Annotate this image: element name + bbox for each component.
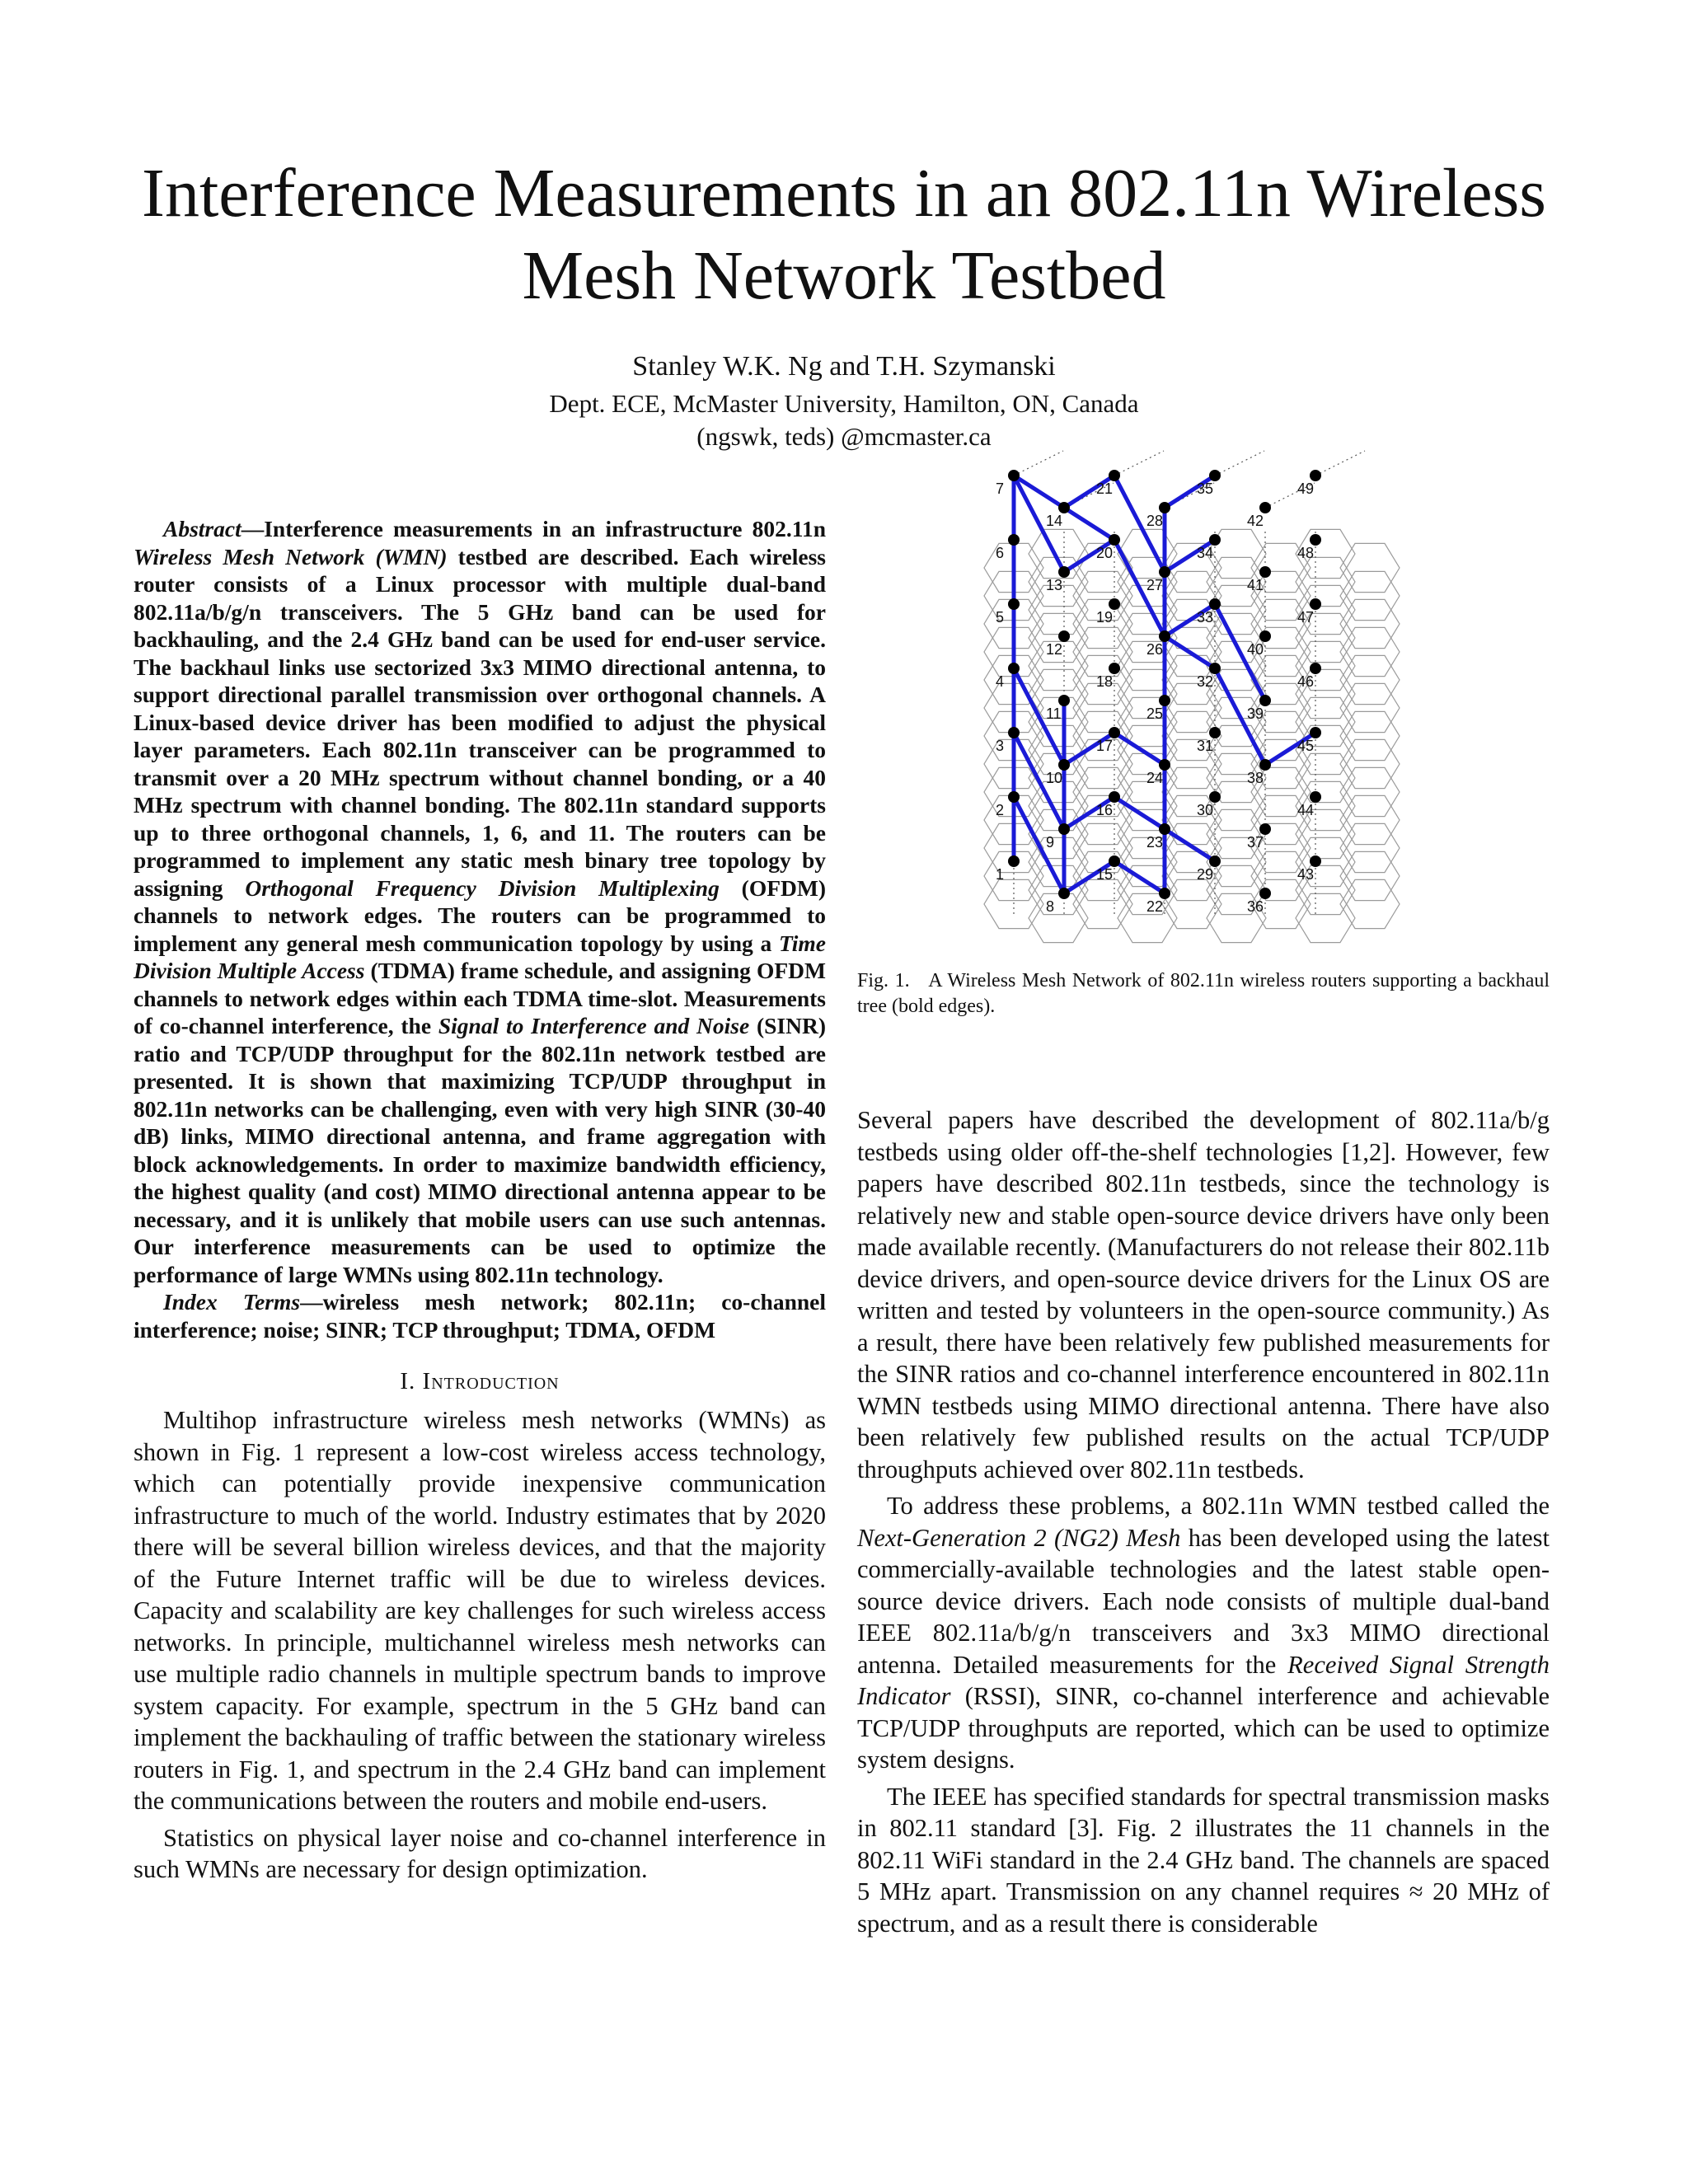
hex-cell bbox=[1340, 571, 1400, 620]
hex-cell bbox=[1340, 655, 1400, 704]
right-column bbox=[857, 1104, 1550, 1944]
guide-diagonal bbox=[1114, 451, 1164, 476]
mesh-node-label: 14 bbox=[1046, 513, 1063, 529]
guide-diagonal bbox=[1315, 451, 1365, 476]
mesh-node bbox=[1259, 823, 1271, 835]
mesh-node bbox=[1058, 823, 1070, 835]
hex-cell bbox=[1073, 879, 1132, 928]
hex-cell bbox=[1207, 781, 1266, 830]
mesh-node bbox=[1058, 695, 1070, 706]
hex-cell bbox=[1296, 753, 1355, 802]
mesh-node bbox=[1310, 855, 1321, 867]
index-terms bbox=[134, 1288, 826, 1343]
mesh-node-label: 15 bbox=[1096, 866, 1114, 883]
mesh-node bbox=[1209, 534, 1221, 546]
mesh-node bbox=[1259, 695, 1271, 706]
abstract-em-4: Signal to Interference and Noise bbox=[438, 1013, 750, 1038]
right-paragraph-2 bbox=[857, 1490, 1550, 1776]
paper-email: (ngswk, teds) @mcmaster.ca bbox=[696, 422, 992, 451]
mesh-node-label: 39 bbox=[1247, 705, 1264, 722]
hex-cell bbox=[1340, 683, 1400, 732]
mesh-node-label: 44 bbox=[1297, 802, 1315, 818]
mesh-node bbox=[1109, 534, 1120, 546]
mesh-node-label: 20 bbox=[1096, 545, 1114, 561]
hex-cell bbox=[1029, 781, 1088, 830]
mesh-node-label: 45 bbox=[1297, 738, 1315, 754]
mesh-node-label: 10 bbox=[1046, 770, 1063, 786]
hex-cell bbox=[1296, 893, 1355, 942]
mesh-node bbox=[1259, 566, 1271, 578]
right-paragraph-1: Several papers have described the development of 802.11a/b/g testbeds using older off-the-shelf technologies [1,2]. However, few papers have described 802.11n testbeds, since the technology is relatively new and stable open-source device drivers have only been made available recently. (Manufacturers do not release their 802.11b device drivers, and open-source device drivers for the Linux OS are written and tested by volunteers in the open-source community.) As a result, there have been relatively few published measurements for the SINR ratios and co-channel interference encountered in 802.11n WMN testbeds using MIMO directional antenna. There have also been relatively few published results on the actual TCP/UDP throughputs achieved over 802.11n testbeds. bbox=[857, 1106, 1550, 1483]
abstract-text-4: (TDMA) frame schedule, and assigning OFDM channels to network edges within each TDMA time-slot. Measurements of co-channel interference, the bbox=[134, 958, 826, 1038]
index-terms-text: —wireless mesh network; 802.11n; co-channel interference; noise; SINR; TCP throughput; TDMA, OFDM bbox=[134, 1289, 826, 1343]
hex-cell bbox=[1029, 893, 1088, 942]
mesh-node bbox=[1310, 663, 1321, 674]
right-p2-em2: Received Signal Strength Indicator bbox=[857, 1650, 1550, 1710]
mesh-node-label: 11 bbox=[1046, 705, 1062, 722]
abstract bbox=[134, 515, 826, 1288]
mesh-node-label: 43 bbox=[1297, 866, 1315, 883]
figure-1-caption bbox=[857, 968, 1550, 1019]
caption-text: A Wireless Mesh Network of 802.11n wireless routers supporting a backhaul tree (bold edges). bbox=[857, 970, 1550, 1017]
mesh-node-label: 22 bbox=[1146, 898, 1164, 915]
intro-paragraph-2: Statistics on physical layer noise and co-channel interference in such WMNs are necessary for design optimization. bbox=[134, 1823, 826, 1883]
mesh-node bbox=[1058, 759, 1070, 771]
mesh-node-label: 9 bbox=[1046, 834, 1055, 851]
mesh-node-label: 34 bbox=[1197, 545, 1214, 561]
hex-cell bbox=[1340, 543, 1400, 592]
right-p2-em: Next-Generation 2 (NG2) Mesh bbox=[857, 1523, 1181, 1552]
hex-cell bbox=[1340, 879, 1400, 928]
section-title: Introduction bbox=[422, 1368, 560, 1394]
mesh-node bbox=[1159, 502, 1170, 513]
abstract-label: Abstract bbox=[163, 516, 241, 541]
guide-diagonal bbox=[1215, 451, 1264, 476]
intro-paragraph-1: Multihop infrastructure wireless mesh networks (WMNs) as shown in Fig. 1 represent a low-cost wireless access technology, which can potentially provide inexpensive communication infrastructure to much of the world. Industry estimates that by 2020 there will be several billion wireless devices, and that the majority of the Future Internet traffic will be due to wireless devices. Capacity and scalability are key challenges for such wireless access networks. In principle, multichannel wireless mesh networks can use multiple radio channels in multiple spectrum bands to improve system capacity. For example, spectrum in the 5 GHz band can implement the backhauling of traffic between the stationary wireless routers in Fig. 1, and spectrum in the 2.4 GHz band can implement the communications between the routers and mobile end-users. bbox=[134, 1406, 826, 1815]
mesh-node bbox=[1058, 502, 1070, 513]
mesh-node-label: 6 bbox=[996, 545, 1005, 561]
mesh-node-label: 29 bbox=[1197, 866, 1214, 883]
mesh-node bbox=[1209, 663, 1221, 674]
abstract-em-1: Wireless Mesh Network (WMN) bbox=[134, 543, 448, 569]
hex-cell bbox=[1340, 599, 1400, 648]
mesh-node-label: 16 bbox=[1096, 802, 1114, 818]
mesh-node bbox=[1109, 855, 1120, 867]
hex-cell bbox=[1162, 879, 1221, 928]
section-number: I. bbox=[400, 1368, 423, 1394]
hex-cell bbox=[1340, 711, 1400, 760]
mesh-node bbox=[1259, 502, 1271, 513]
mesh-node bbox=[1058, 888, 1070, 899]
section-heading-introduction bbox=[134, 1366, 826, 1396]
right-p2-c: (RSSI), SINR, co-channel interference and achievable TCP/UDP throughputs are reported, which can be used to optimize system designs. bbox=[857, 1682, 1550, 1774]
mesh-node-label: 19 bbox=[1096, 609, 1114, 626]
mesh-node bbox=[1109, 727, 1120, 738]
mesh-node-label: 46 bbox=[1297, 673, 1315, 690]
mesh-node bbox=[1159, 759, 1170, 771]
mesh-node bbox=[1259, 759, 1271, 771]
mesh-node bbox=[1159, 566, 1170, 578]
right-paragraph-3: The IEEE has specified standards for spectral transmission masks in 802.11 standard [3]. Fig. 2 illustrates the 11 channels in the 802.11 WiFi standard in the 2.4 GHz band. The channels are spaced 5 MHz apart. Transmission on any channel requires ≈ 20 MHz of spectrum, and as a result there is considerable bbox=[857, 1782, 1550, 1938]
mesh-node bbox=[1209, 598, 1221, 610]
mesh-node bbox=[1209, 727, 1221, 738]
mesh-node bbox=[1058, 630, 1070, 642]
mesh-node bbox=[1109, 470, 1120, 481]
mesh-node-label: 8 bbox=[1046, 898, 1055, 915]
hex-cell bbox=[1340, 851, 1400, 900]
mesh-node bbox=[1058, 566, 1070, 578]
mesh-node-label: 38 bbox=[1247, 770, 1264, 786]
hex-cell bbox=[1029, 529, 1088, 578]
mesh-node-label: 26 bbox=[1146, 641, 1164, 658]
mesh-node-label: 13 bbox=[1046, 577, 1063, 593]
paper-authors: Stanley W.K. Ng and T.H. Szymanski bbox=[632, 351, 1056, 382]
mesh-node-label: 42 bbox=[1247, 513, 1264, 529]
mesh-node-label: 17 bbox=[1096, 738, 1114, 754]
mesh-network-diagram bbox=[956, 480, 1418, 940]
backhaul-tree-edge bbox=[1165, 829, 1215, 861]
figure-1 bbox=[956, 480, 1418, 940]
mesh-node-label: 47 bbox=[1297, 609, 1315, 626]
right-p2-a: To address these problems, a 802.11n WMN testbed called the bbox=[887, 1492, 1550, 1520]
mesh-node bbox=[1259, 630, 1271, 642]
mesh-node bbox=[1109, 598, 1120, 610]
mesh-node-label: 21 bbox=[1096, 480, 1114, 497]
abstract-text-3: (OFDM) channels to network edges. The routers can be programmed to implement any general mesh communication topology by using a bbox=[134, 874, 826, 956]
mesh-node-label: 33 bbox=[1197, 609, 1214, 626]
abstract-em-3: Time Division Multiple Access bbox=[134, 930, 826, 983]
mesh-node-label: 18 bbox=[1096, 673, 1114, 690]
mesh-node bbox=[1209, 470, 1221, 481]
mesh-node bbox=[1310, 598, 1321, 610]
hex-cell bbox=[1340, 767, 1400, 816]
hex-cell bbox=[1340, 627, 1400, 676]
hex-cell bbox=[1073, 683, 1132, 732]
mesh-node-label: 25 bbox=[1146, 705, 1164, 722]
abstract-text-5: (SINR) ratio and TCP/UDP throughput for the 802.11n network testbed are presented. It is shown that maximizing TCP/UDP throughput in 802.11n networks can be challenging, even with very high SINR (30-40 dB) links, MIMO directional antenna, and frame aggregation with block acknowledgements. In order to maximize bandwidth efficiency, the highest quality (and cost) MIMO directional antenna appear to be necessary, and it is unlikely that mobile users can use such antennas. Our interference measurements can be used to optimize the performance of large WMNs using 802.11n technology. bbox=[134, 1013, 826, 1287]
caption-label: Fig. 1. bbox=[857, 970, 910, 991]
mesh-node-label: 28 bbox=[1146, 513, 1164, 529]
mesh-node bbox=[1008, 598, 1020, 610]
left-column bbox=[134, 515, 826, 1891]
mesh-node bbox=[1159, 888, 1170, 899]
abstract-em-2: Orthogonal Frequency Division Multiplexing bbox=[245, 874, 720, 901]
mesh-node-label: 48 bbox=[1297, 545, 1315, 561]
guide-diagonal bbox=[1014, 451, 1063, 476]
mesh-node-label: 12 bbox=[1046, 641, 1063, 658]
mesh-node bbox=[1310, 470, 1321, 481]
hex-cell bbox=[1029, 865, 1088, 914]
hex-cell bbox=[1340, 795, 1400, 844]
mesh-node-label: 37 bbox=[1247, 834, 1264, 851]
abstract-text-1: —Interference measurements in an infrastructure 802.11n bbox=[241, 516, 826, 541]
mesh-node bbox=[1008, 534, 1020, 546]
mesh-node-label: 4 bbox=[996, 673, 1005, 690]
mesh-node-label: 1 bbox=[996, 866, 1005, 883]
paper-affiliation: Dept. ECE, McMaster University, Hamilton, ON, Canada bbox=[549, 389, 1139, 418]
hex-cell bbox=[1340, 739, 1400, 788]
mesh-node-label: 5 bbox=[996, 609, 1005, 626]
mesh-node-label: 23 bbox=[1146, 834, 1164, 851]
mesh-node bbox=[1008, 727, 1020, 738]
mesh-node bbox=[1109, 791, 1120, 803]
mesh-node bbox=[1008, 855, 1020, 867]
hex-cell bbox=[1162, 683, 1221, 732]
mesh-node bbox=[1159, 823, 1170, 835]
mesh-node-label: 27 bbox=[1146, 577, 1164, 593]
mesh-node bbox=[1008, 470, 1020, 481]
mesh-node-label: 30 bbox=[1197, 802, 1214, 818]
mesh-node bbox=[1008, 791, 1020, 803]
mesh-node bbox=[1209, 791, 1221, 803]
hex-cell bbox=[1296, 557, 1355, 606]
mesh-node-label: 40 bbox=[1247, 641, 1264, 658]
mesh-node bbox=[1310, 534, 1321, 546]
backhaul-tree-edge bbox=[1064, 508, 1114, 540]
index-terms-label: Index Terms bbox=[163, 1289, 301, 1315]
mesh-node-label: 3 bbox=[996, 738, 1005, 754]
mesh-node bbox=[1259, 888, 1271, 899]
hex-cell bbox=[1340, 823, 1400, 872]
mesh-node bbox=[1159, 695, 1170, 706]
mesh-node-label: 31 bbox=[1197, 738, 1214, 754]
backhaul-tree-edge bbox=[1114, 733, 1165, 765]
mesh-node bbox=[1109, 663, 1120, 674]
mesh-node-label: 36 bbox=[1247, 898, 1264, 915]
abstract-text-2: testbed are described. Each wireless router consists of a Linux processor with multiple dual-band 802.11a/b/g/n transceivers. The 5 GHz band can be used for backhauling, and the 2.4 GHz band can be used for end-user service. The backhaul links use sectorized 3x3 MIMO directional antenna, to support directional parallel transmission over orthogonal channels. A Linux-based device driver has been modified to adjust the physical layer parameters. Each 802.11n transceiver can be programmed to transmit over a 20 MHz spectrum without channel bonding, or a 40 MHz spectrum with channel bonding. The 802.11n standard supports up to three orthogonal channels, 1, 6, and 11. The routers can be programmed to implement any static mesh binary tree topology by assigning bbox=[134, 543, 826, 901]
hex-cell bbox=[1073, 627, 1132, 676]
mesh-node-label: 2 bbox=[996, 802, 1005, 818]
mesh-node bbox=[1310, 727, 1321, 738]
mesh-node bbox=[1008, 663, 1020, 674]
mesh-node-label: 24 bbox=[1146, 770, 1164, 786]
mesh-node bbox=[1310, 791, 1321, 803]
mesh-node-label: 7 bbox=[996, 480, 1005, 497]
paper-title: Interference Measurements in an 802.11n Wireless Mesh Network Testbed bbox=[142, 155, 1546, 314]
right-p2-b: has been developed using the latest commercially-available technologies and the latest stable open-source device drivers. Each node consists of multiple dual-band IEEE 802.11a/b/g/n transceivers and 3x3 MIMO directional antenna. Detailed measurements for the bbox=[857, 1523, 1550, 1679]
mesh-node-label: 41 bbox=[1247, 577, 1264, 593]
mesh-node bbox=[1209, 855, 1221, 867]
mesh-node bbox=[1159, 630, 1170, 642]
mesh-node-label: 49 bbox=[1297, 480, 1315, 497]
mesh-node-label: 32 bbox=[1197, 673, 1214, 690]
mesh-node-label: 35 bbox=[1197, 480, 1214, 497]
